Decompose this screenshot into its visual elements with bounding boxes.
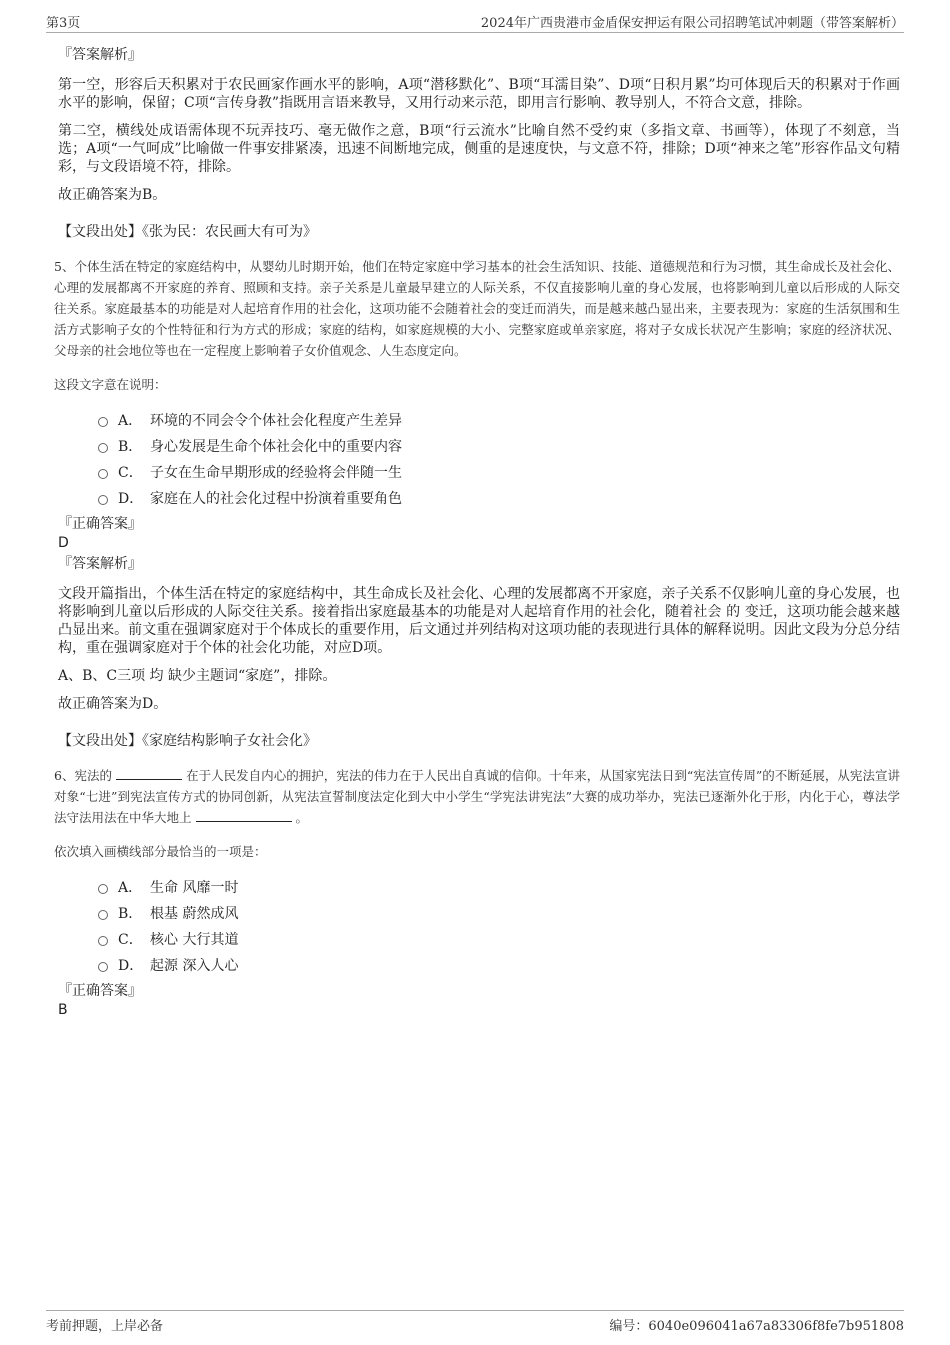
page-content — [54, 44, 900, 1020]
source-citation: 【文段出处】《家庭结构影响子女社会化》 — [58, 733, 317, 749]
page-number: 第3页 — [46, 16, 81, 31]
radio-icon[interactable] — [98, 884, 108, 894]
option-b[interactable]: B． 身心发展是生命个体社会化中的重要内容 — [98, 433, 900, 459]
radio-icon[interactable] — [98, 910, 108, 920]
analysis-label: 『答案解析』 — [58, 556, 142, 572]
correct-answer: D — [58, 535, 69, 551]
option-d[interactable]: D． 家庭在人的社会化过程中扮演着重要角色 — [98, 485, 900, 511]
document-title: 2024年广西贵港市金盾保安押运有限公司招聘笔试冲刺题（带答案解析） — [480, 16, 904, 31]
correct-answer-label: 『正确答案』 — [58, 516, 142, 532]
radio-icon[interactable] — [98, 495, 108, 505]
conclusion: 故正确答案为B。 — [58, 187, 167, 203]
document-code: 编号：6040e096041a67a83306f8fe7b951808 — [609, 1319, 904, 1334]
page-footer — [46, 1310, 904, 1337]
correct-answer: B — [58, 1002, 68, 1018]
radio-icon[interactable] — [98, 962, 108, 972]
radio-icon[interactable] — [98, 469, 108, 479]
analysis-paragraph: A、B、C三项 均 缺少主题词“家庭”，排除。 — [58, 668, 337, 684]
footer-slogan: 考前押题，上岸必备 — [46, 1319, 164, 1334]
question-5-prompt: 这段文字意在说明： — [54, 377, 167, 392]
fill-blank — [116, 767, 182, 780]
conclusion: 故正确答案为D。 — [58, 696, 168, 712]
option-d[interactable]: D． 起源 深入人心 — [98, 952, 900, 978]
analysis-label: 『答案解析』 — [58, 47, 142, 63]
fill-blank — [196, 809, 292, 822]
question-6-prompt: 依次填入画横线部分最恰当的一项是： — [54, 844, 267, 859]
question-6-text: 6、宪法的 在于人民发自内心的拥护，宪法的伟力在于人民出自真诚的信仰。十年来，从国家宪法日到“宪法宣传周”的不断延展，从宪法宣讲对象“七进”到宪法宣传方式的协同创新，从宪法宣誓制度法定化到大中小学生“学宪法讲宪法”大赛的成功举办，宪法已逐渐外化于形，内化于心，尊法学法守法用法在中华大地上 。 — [54, 768, 900, 825]
option-c[interactable]: C． 子女在生命早期形成的经验将会伴随一生 — [98, 459, 900, 485]
question-5-text: 5、个体生活在特定的家庭结构中，从婴幼儿时期开始，他们在特定家庭中学习基本的社会生活知识、技能、道德规范和行为习惯，其生命成长及社会化、心理的发展都离不开家庭的养育、照顾和支持。亲子关系是儿童最早建立的人际关系，不仅直接影响儿童的身心发展，也将影响到儿童以后形成的人际交往关系。家庭最基本的功能是对人起培育作用的社会化，这项功能不会随着社会的变迁而消失，而是越来越凸显出来，主要表现为：家庭的生活氛围和生活方式影响子女的个性特征和行为方式的形成；家庭的结构，如家庭规模的大小、完整家庭或单亲家庭，将对子女成长状况产生影响；家庭的经济状况、父母亲的社会地位等也在一定程度上影响着子女价值观念、人生态度定向。 — [54, 259, 900, 358]
radio-icon[interactable] — [98, 443, 108, 453]
correct-answer-label: 『正确答案』 — [58, 983, 142, 999]
page-header — [46, 10, 904, 33]
radio-icon[interactable] — [98, 417, 108, 427]
analysis-paragraph: 文段开篇指出，个体生活在特定的家庭结构中，其生命成长及社会化、心理的发展都离不开家庭，亲子关系不仅影响儿童的身心发展，也将影响到儿童以后形成的人际交往关系。接着指出家庭最基本的功能是对人起培育作用的社会化，随着社会 的 变迁，这项功能会越来越凸显出来。前文重在强调家庭对于个体成长的重要作用，后文通过并列结构对这项功能的表现进行具体的解释说明。因此文段为分总分结构，重在强调家庭对于个体的社会化功能，对应D项。 — [58, 586, 900, 656]
option-a[interactable]: A． 环境的不同会令个体社会化程度产生差异 — [98, 407, 900, 433]
radio-icon[interactable] — [98, 936, 108, 946]
option-c[interactable]: C． 核心 大行其道 — [98, 926, 900, 952]
source-citation: 【文段出处】《张为民：农民画大有可为》 — [58, 224, 317, 240]
option-b[interactable]: B． 根基 蔚然成风 — [98, 900, 900, 926]
question-5-options — [98, 407, 900, 511]
analysis-paragraph: 第二空，横线处成语需体现不玩弄技巧、毫无做作之意，B项“行云流水”比喻自然不受约束（多指文章、书画等），体现了不刻意，当选；A项“一气呵成”比喻做一件事安排紧凑，迅速不间断地完成，侧重的是速度快，与文意不符，排除；D项“神来之笔”形容作品文句精彩，与文段语境不符，排除。 — [58, 123, 900, 175]
option-a[interactable]: A． 生命 风靡一时 — [98, 874, 900, 900]
question-6-options — [98, 874, 900, 978]
analysis-paragraph: 第一空，形容后天积累对于农民画家作画水平的影响，A项“潜移默化”、B项“耳濡目染”、D项“日积月累”均可体现后天的积累对于作画水平的影响，保留；C项“言传身教”指既用言语来教导，又用行动来示范，即用言行影响、教导别人，不符合文意，排除。 — [58, 77, 900, 111]
